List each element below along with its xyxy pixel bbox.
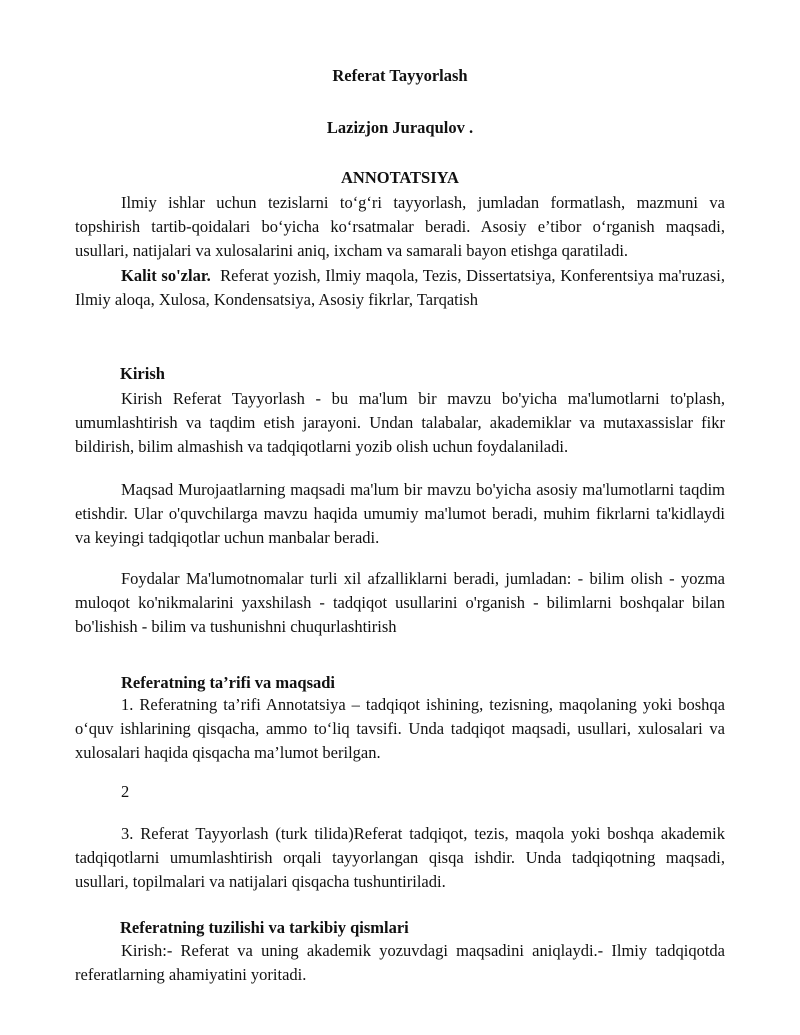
intro-paragraph: Kirish Referat Tayyorlash - bu ma'lum bir mavzu bo'yicha ma'lumotlarni to'plash, umumlashtirish va taqdim etish jarayoni. Undan talabalar, akademiklar va mutaxassislar fikr bildirish, bilim almashish va tadqiqotlarni yozib olish uchun foydalaniladi.: [75, 389, 725, 456]
item3-paragraph: 3. Referat Tayyorlash (turk tilida)Referat tadqiqot, tezis, maqola yoki boshqa akademik tadqiqotlarni umumlashtirish orqali tayyorlangan qisqa ishdir. Unda tadqiqotning maqsadi, usullari, topilmalari va natijalari qisqacha tushuntiriladi.: [75, 824, 725, 891]
definition-heading: Referatning ta’rifi va maqsadi: [121, 673, 336, 692]
intro-heading: Kirish: [120, 364, 165, 383]
annotation-heading: ANNOTATSIYA: [341, 168, 459, 187]
keywords-paragraph: [75, 264, 725, 312]
structure-heading: Referatning tuzilishi va tarkibiy qismlari: [120, 918, 409, 937]
document-title: Referat Tayyorlash: [332, 66, 468, 85]
keywords-label: Kalit so'zlar.: [121, 266, 211, 285]
keywords-text: Referat yozish, Ilmiy maqola, Tezis, Dissertatsiya, Konferentsiya ma'ruzasi, Ilmiy aloqa, Xulosa, Kondensatsiya, Asosiy fikrlar, Tarqatish: [75, 266, 725, 309]
list-number: 2: [121, 782, 130, 801]
benefits-paragraph: Foydalar Ma'lumotnomalar turli xil afzalliklarni beradi, jumladan: - bilim olish - yozma muloqot ko'nikmalarini yaxshilash - tadqiqot usullarini o'rganish - bilimlarni boshqalar bilan bo'lishish - bilim va tushunishni chuqurlashtirish: [75, 569, 725, 636]
document-author: Lazizjon Juraqulov .: [326, 118, 474, 137]
purpose-paragraph: Maqsad Murojaatlarning maqsadi ma'lum bir mavzu bo'yicha asosiy ma'lumotlarni taqdim etishdir. Ular o'quvchilarga mavzu haqida umumiy ma'lumot beradi, muhim fikrlarni ta'kidlaydi va keyingi tadqiqotlar uchun manbalar beradi.: [75, 480, 725, 547]
annotation-paragraph: Ilmiy ishlar uchun tezislarni to‘g‘ri tayyorlash, jumladan formatlash, mazmuni va topshirish tartib-qoidalari bo‘yicha ko‘rsatmalar beradi. Asosiy e’tibor o‘rganish maqsadi, usullari, natijalari va xulosalarini aniq, ixcham va samarali bayon etishga qaratiladi.: [75, 193, 725, 260]
structure-paragraph: Kirish:- Referat va uning akademik yozuvdagi maqsadini aniqlaydi.- Ilmiy tadqiqotda referatlarning ahamiyatini yoritadi.: [75, 941, 725, 984]
definition-paragraph: 1. Referatning ta’rifi Annotatsiya – tadqiqot ishining, tezisning, maqolaning yoki boshqa o‘quv ishlarining qisqacha, ammo to‘liq tavsifi. Unda tadqiqot maqsadi, usullari, xulosalari va xulosalari haqida qisqacha ma’lumot berilgan.: [75, 695, 725, 762]
